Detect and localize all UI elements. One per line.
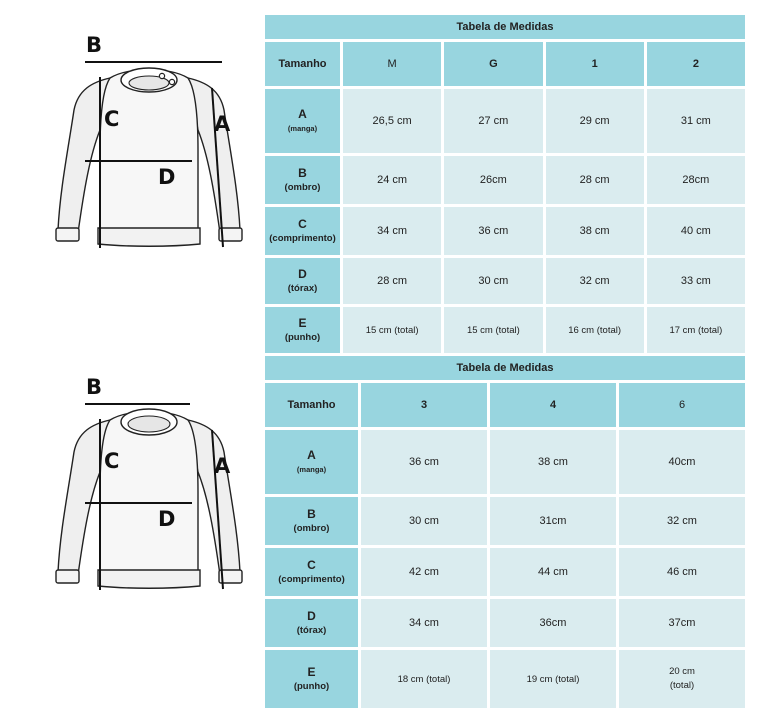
table-cell: 17 cm (total) — [647, 307, 745, 353]
table-cell: 24 cm — [343, 156, 441, 204]
label-b: B — [86, 33, 103, 57]
size-col-header: 6 — [619, 383, 745, 427]
table-row — [265, 650, 745, 708]
table-cell: 15 cm (total) — [444, 307, 542, 353]
row-label: A (manga) — [265, 430, 358, 494]
size-col-header: 1 — [546, 42, 644, 86]
table-cell: 40cm — [619, 430, 745, 494]
table-cell: 19 cm (total) — [490, 650, 616, 708]
table-row — [265, 207, 745, 255]
size-table-2 — [262, 353, 748, 711]
row-label: B (ombro) — [265, 497, 358, 545]
row-label: C (comprimento) — [265, 548, 358, 596]
table-cell: 27 cm — [444, 89, 542, 153]
table-row — [265, 258, 745, 304]
table-row — [265, 89, 745, 153]
table-cell: 28 cm — [546, 156, 644, 204]
size-table-1 — [262, 12, 748, 356]
label-b: B — [86, 375, 103, 399]
table-cell: 38 cm — [490, 430, 616, 494]
table-cell: 15 cm (total) — [343, 307, 441, 353]
table-row — [265, 430, 745, 494]
row-label: E (punho) — [265, 307, 340, 353]
button — [169, 79, 174, 84]
table-cell: 26,5 cm — [343, 89, 441, 153]
table-cell: 38 cm — [546, 207, 644, 255]
table-cell: 30 cm — [361, 497, 487, 545]
table-cell: 18 cm (total) — [361, 650, 487, 708]
row-label: B (ombro) — [265, 156, 340, 204]
table-cell: 36cm — [490, 599, 616, 647]
label-a: A — [214, 454, 231, 478]
table-cell: 16 cm (total) — [546, 307, 644, 353]
table-row — [265, 497, 745, 545]
size-col-header: 2 — [647, 42, 745, 86]
size-col-header: 4 — [490, 383, 616, 427]
sweater-diagram-1 — [40, 30, 250, 255]
sweater-diagram-2 — [40, 372, 250, 597]
table-cell: 32 cm — [546, 258, 644, 304]
table-cell: 37cm — [619, 599, 745, 647]
size-col-header: 3 — [361, 383, 487, 427]
table-cell: 42 cm — [361, 548, 487, 596]
table-cell: 46 cm — [619, 548, 745, 596]
label-a: A — [214, 112, 231, 136]
table-cell: 28cm — [647, 156, 745, 204]
row-label: A (manga) — [265, 89, 340, 153]
table-cell: 44 cm — [490, 548, 616, 596]
table-row — [265, 599, 745, 647]
table-cell: 36 cm — [361, 430, 487, 494]
table-cell: 26cm — [444, 156, 542, 204]
table-cell: 31 cm — [647, 89, 745, 153]
size-col-header: M — [343, 42, 441, 86]
table-cell: 29 cm — [546, 89, 644, 153]
button — [159, 73, 164, 78]
label-c: C — [104, 107, 120, 131]
row-label: D (tórax) — [265, 258, 340, 304]
table-cell: 34 cm — [343, 207, 441, 255]
table-cell: 20 cm (total) — [619, 650, 745, 708]
row-label: E (punho) — [265, 650, 358, 708]
table-cell: 31cm — [490, 497, 616, 545]
table-cell: 36 cm — [444, 207, 542, 255]
row-label: D (tórax) — [265, 599, 358, 647]
table-row — [265, 307, 745, 353]
table-title: Tabela de Medidas — [265, 15, 745, 39]
table-cell: 33 cm — [647, 258, 745, 304]
label-c: C — [104, 449, 120, 473]
table-title: Tabela de Medidas — [265, 356, 745, 380]
header-label: Tamanho — [265, 42, 340, 86]
label-d: D — [158, 165, 176, 189]
hem-band — [98, 228, 200, 246]
table-cell: 30 cm — [444, 258, 542, 304]
sweater-body — [100, 70, 198, 230]
left-cuff — [56, 228, 79, 241]
table-cell: 34 cm — [361, 599, 487, 647]
table-cell: 28 cm — [343, 258, 441, 304]
size-col-header: G — [444, 42, 542, 86]
table-cell: 32 cm — [619, 497, 745, 545]
row-label: C (comprimento) — [265, 207, 340, 255]
label-d: D — [158, 507, 176, 531]
table-row — [265, 156, 745, 204]
table-row — [265, 548, 745, 596]
table-cell: 40 cm — [647, 207, 745, 255]
header-label: Tamanho — [265, 383, 358, 427]
